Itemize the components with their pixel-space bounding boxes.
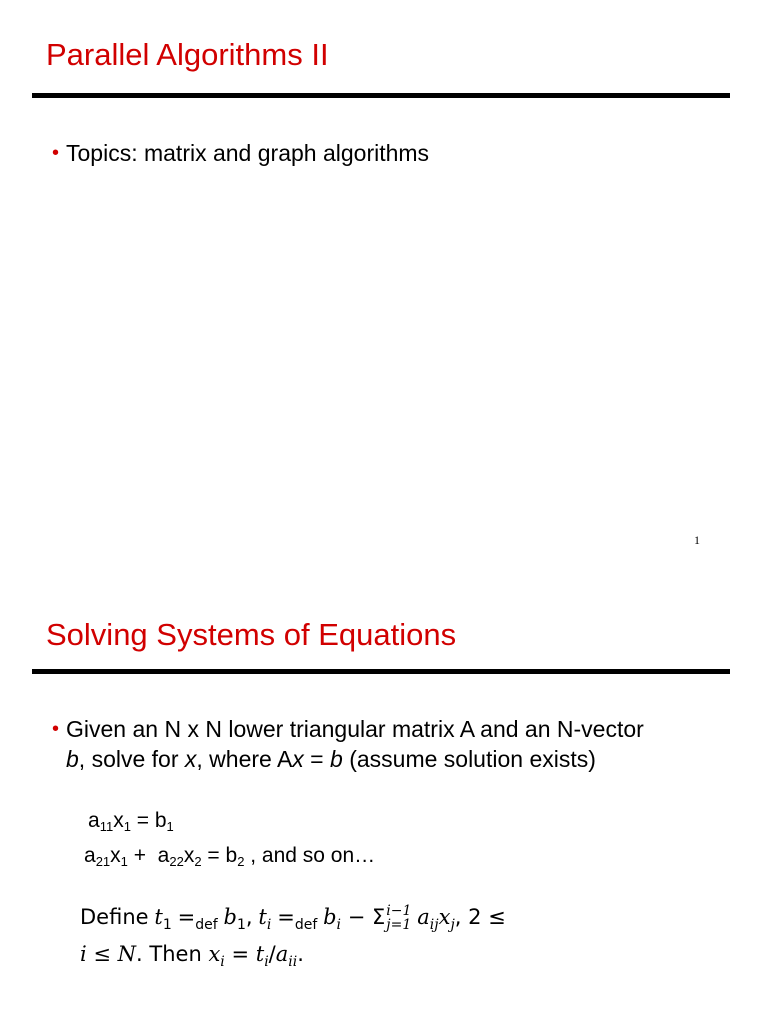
eq-term: a xyxy=(157,844,170,867)
math-var: b xyxy=(223,905,237,929)
eq-subscript: 1 xyxy=(166,819,174,834)
sum-limits xyxy=(386,904,411,932)
eq-term: a xyxy=(84,844,96,867)
equation-2 xyxy=(84,842,375,870)
text-fragment: (assume solution exists) xyxy=(342,746,596,772)
var-b: b xyxy=(66,746,79,772)
eq-term: + xyxy=(127,844,158,867)
eq-term: a xyxy=(88,809,100,832)
math-var: a xyxy=(275,942,289,966)
eq-term: x xyxy=(183,844,195,867)
bullet-text: Topics: matrix and graph algorithms xyxy=(66,140,430,166)
math-subscript: def xyxy=(195,917,218,933)
eq-subscript: 1 xyxy=(120,854,128,869)
math-var: x xyxy=(208,942,221,966)
eq-subscript: 1 xyxy=(123,819,131,834)
sigma-symbol: Σ xyxy=(371,905,386,929)
bullet-icon: • xyxy=(52,142,60,164)
eq-subscript: 2 xyxy=(237,854,245,869)
math-var: x xyxy=(438,905,451,929)
title-divider xyxy=(32,669,730,674)
math-subscript: def xyxy=(294,917,318,933)
slide-title: Solving Systems of Equations xyxy=(46,617,457,652)
math-op: . Then xyxy=(136,942,209,966)
sum-lower-limit: j=1 xyxy=(386,917,412,934)
slide-2 xyxy=(0,512,768,1024)
sum-upper-limit: i−1 xyxy=(386,903,412,920)
math-op: = xyxy=(224,942,256,966)
math-op: = xyxy=(277,905,295,929)
math-var: t xyxy=(255,942,265,966)
math-subscript: 1 xyxy=(162,917,172,933)
eq-term: x xyxy=(113,809,124,832)
title-divider xyxy=(32,93,730,98)
bullet-item xyxy=(52,714,644,774)
math-var: i ≤ N xyxy=(80,942,137,966)
bullet-line-1: Given an N x N lower triangular matrix A and an N-vector xyxy=(66,716,644,742)
math-var: b xyxy=(323,905,337,929)
text-fragment: , solve for xyxy=(78,746,185,772)
eq-subscript: 2 xyxy=(194,854,202,869)
eq-subscript: 11 xyxy=(99,819,114,834)
math-op: , 2 ≤ xyxy=(454,905,506,929)
math-subscript: 1 xyxy=(236,917,246,933)
text-fragment: = xyxy=(303,746,331,772)
equation-1 xyxy=(88,807,174,835)
page-number: 1 xyxy=(694,533,700,547)
eq-subscript: 21 xyxy=(95,854,111,869)
eq-term: = b xyxy=(130,809,167,832)
eq-term: , and so on… xyxy=(244,844,376,867)
eq-term: = b xyxy=(201,844,238,867)
bullet-item xyxy=(52,138,429,168)
math-subscript: i xyxy=(336,917,342,933)
math-var: t xyxy=(258,905,267,929)
math-subscript: i xyxy=(220,954,225,970)
math-op: / xyxy=(268,942,276,966)
math-subscript: i xyxy=(264,954,269,970)
definition-formula xyxy=(80,899,506,973)
math-subscript: i xyxy=(266,917,272,933)
definition-line-2 xyxy=(80,936,506,973)
eq-subscript: 22 xyxy=(169,854,184,869)
math-subscript: ii xyxy=(288,954,298,970)
math-op: = xyxy=(177,905,196,929)
math-op: , xyxy=(245,905,253,929)
math-op: . xyxy=(297,942,304,966)
bullet-icon: • xyxy=(52,718,60,740)
math-subscript: j xyxy=(450,917,455,933)
slide-title: Parallel Algorithms II xyxy=(46,37,329,72)
bullet-line-2 xyxy=(52,744,644,774)
text-fragment: , where A xyxy=(196,746,293,772)
var-x: x xyxy=(184,746,197,772)
math-var: a xyxy=(417,905,430,929)
definition-line-1 xyxy=(80,899,506,936)
math-op: − xyxy=(341,905,372,929)
var-b: b xyxy=(330,746,343,772)
math-var: t xyxy=(154,905,163,929)
eq-term: x xyxy=(110,844,121,867)
math-subscript: ij xyxy=(429,917,439,933)
define-word: Define xyxy=(80,905,149,929)
var-x: x xyxy=(292,746,304,772)
